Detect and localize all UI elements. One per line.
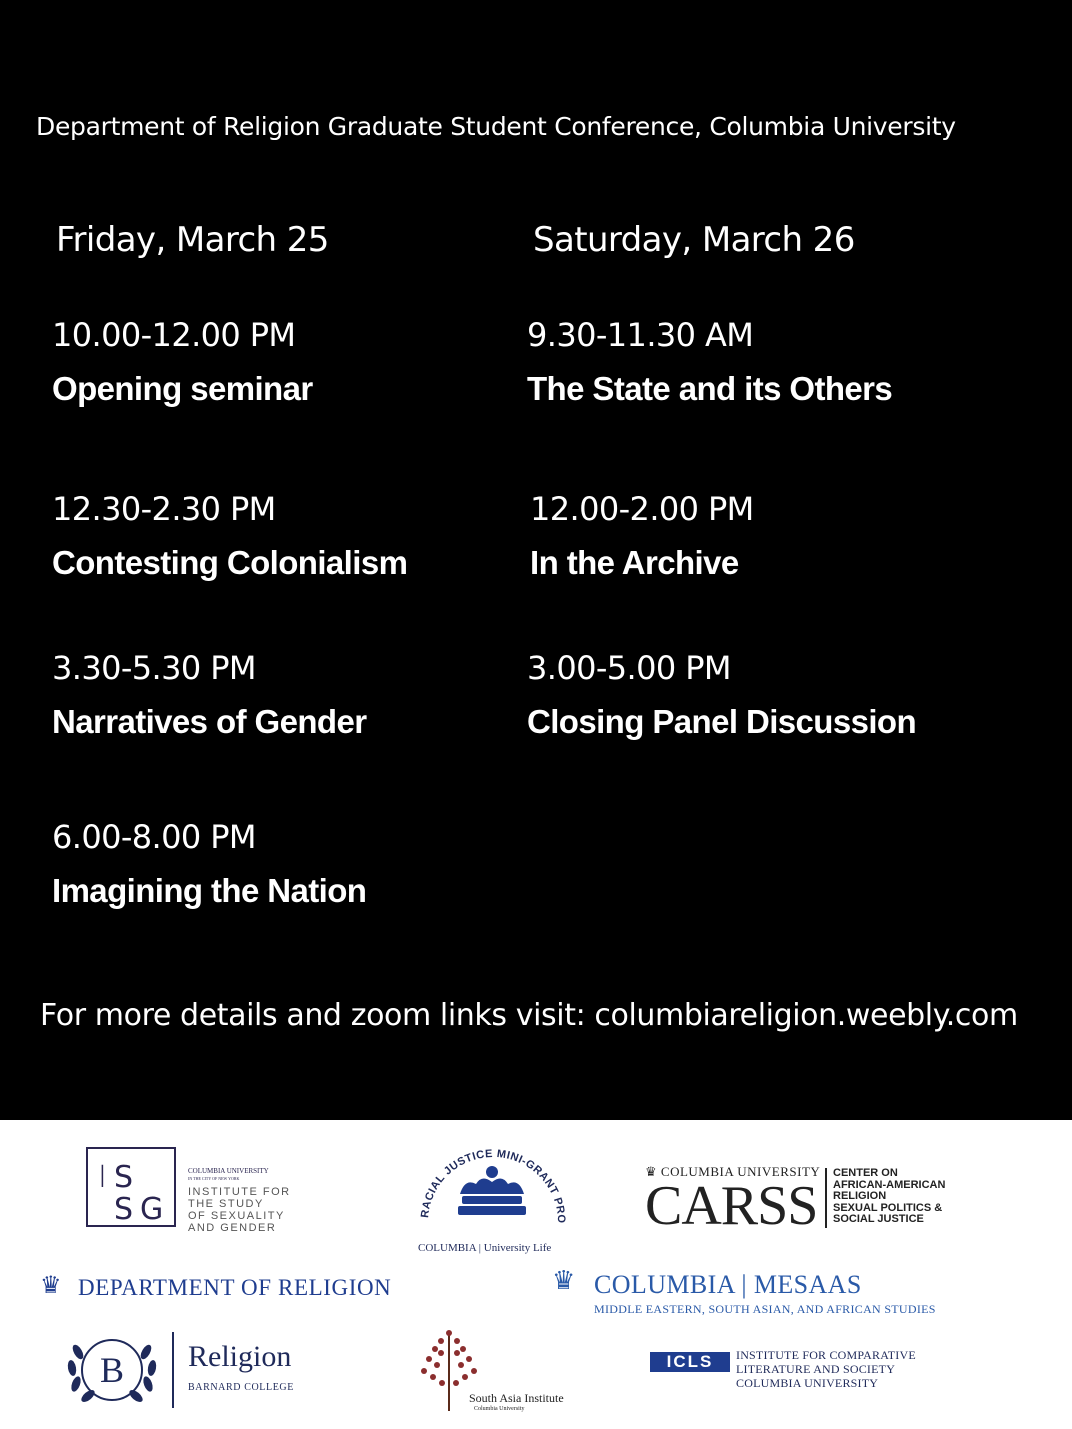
- sponsor-logos: [0, 1120, 1072, 1429]
- crown-icon: ♛: [40, 1273, 62, 1299]
- svg-text:RACIAL JUSTICE MINI-GRANT PROG: RACIAL JUSTICE MINI-GRANT PRO: [419, 1147, 568, 1224]
- sai-university: Columbia University: [474, 1406, 525, 1412]
- icls-name: INSTITUTE FOR COMPARATIVE LITERATURE AND SOCIETY COLUMBIA UNIVERSITY: [736, 1348, 916, 1390]
- website-note: For more details and zoom links visit: columbiareligion.weebly.com: [40, 998, 1018, 1033]
- session-time: 9.30-11.30 AM: [527, 316, 754, 354]
- mesaas-name: COLUMBIA | MESAAS: [594, 1270, 862, 1299]
- session-title: In the Archive: [530, 544, 739, 581]
- issg-university: COLUMBIA UNIVERSITY: [188, 1167, 269, 1175]
- carss-name: CENTER ON AFRICAN-AMERICAN RELIGION SEXUAL POLITICS & SOCIAL JUSTICE: [833, 1167, 946, 1225]
- session-time: 3.00-5.00 PM: [527, 649, 731, 687]
- divider: [825, 1168, 827, 1228]
- racial-justice-logo: [410, 1134, 575, 1254]
- saturday-heading: Saturday, March 26: [533, 220, 855, 260]
- session-title: Contesting Colonialism: [52, 544, 408, 581]
- svg-text:I: I: [98, 1160, 107, 1195]
- south-asia-institute-logo: [414, 1325, 584, 1420]
- session-time: 12.00-2.00 PM: [530, 490, 754, 528]
- issg-logo: [86, 1147, 316, 1234]
- session-time: 3.30-5.30 PM: [52, 649, 256, 687]
- svg-text:G: G: [140, 1192, 164, 1225]
- carss-university: COLUMBIA UNIVERSITY: [660, 1164, 821, 1179]
- barnard-name: Religion: [188, 1340, 292, 1373]
- svg-text:S: S: [114, 1160, 134, 1195]
- session-title: Narratives of Gender: [52, 703, 367, 740]
- session-time: 6.00-8.00 PM: [52, 818, 256, 856]
- session-title: The State and its Others: [527, 370, 893, 407]
- icls-mark: ICLS: [650, 1352, 730, 1372]
- barnard-letter: B: [99, 1350, 125, 1390]
- mesaas-logo: [552, 1268, 972, 1318]
- barnard-religion-logo: [64, 1330, 314, 1410]
- friday-heading: Friday, March 25: [56, 220, 329, 260]
- icls-logo: [650, 1348, 950, 1398]
- racial-justice-caption: COLUMBIA | University Life: [418, 1242, 552, 1254]
- religion-department-name: DEPARTMENT OF RELIGION: [78, 1275, 392, 1300]
- divider: [172, 1332, 174, 1408]
- session-title: Opening seminar: [52, 370, 313, 407]
- crown-icon: ♛: [552, 1266, 576, 1295]
- sai-name: South Asia Institute: [469, 1391, 564, 1405]
- carss-logo: [645, 1164, 975, 1237]
- svg-text:S: S: [114, 1192, 134, 1225]
- session-time: 12.30-2.30 PM: [52, 490, 276, 528]
- session-title: Imagining the Nation: [52, 872, 367, 909]
- crown-icon: [410, 1134, 575, 1234]
- laurel-icon: [64, 1330, 160, 1410]
- barnard-college: BARNARD COLLEGE: [188, 1382, 294, 1393]
- issg-name: INSTITUTE FOR THE STUDY OF SEXUALITY AND GENDER: [188, 1186, 291, 1234]
- mesaas-subtitle: MIDDLE EASTERN, SOUTH ASIAN, AND AFRICAN STUDIES: [594, 1302, 936, 1316]
- session-time: 10.00-12.00 PM: [52, 316, 296, 354]
- issg-mark: [86, 1147, 176, 1227]
- session-title: Closing Panel Discussion: [527, 703, 917, 740]
- issg-city: IN THE CITY OF NEW YORK: [188, 1176, 240, 1181]
- crown-icon: ♛: [645, 1164, 658, 1179]
- conference-title: Department of Religion Graduate Student Conference, Columbia University: [36, 112, 956, 141]
- religion-department-logo: [40, 1273, 420, 1305]
- carss-acronym: CARSS: [645, 1175, 818, 1237]
